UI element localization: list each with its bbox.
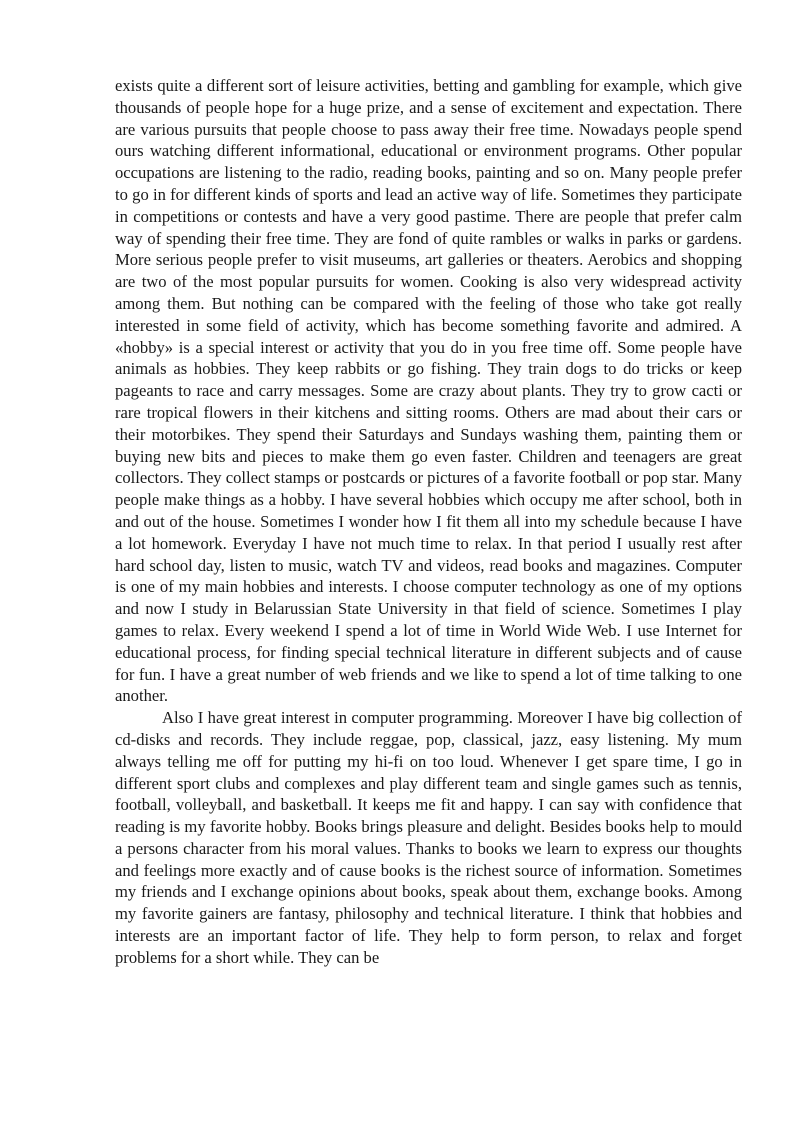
body-paragraph-2: Also I have great interest in computer programming. Moreover I have big collection of cd-disks and records. They include reggae, pop, classical, jazz, easy listening. My mum always telling me off for putting my hi-fi on too loud. Whenever I get spare time, I go in different sport clubs and complexes and play different team and single games such as tennis, football, volleyball, and basketball. It keeps me fit and happy. I can say with confidence that reading is my favorite hobby. Books brings pleasure and delight. Besides books help to mould a persons character from his moral values. Thanks to books we learn to express our thoughts and feelings more exactly and of cause books is the richest source of information. Sometimes my friends and I exchange opinions about books, speak about them, exchange books. Among my favorite gainers are fantasy, philosophy and technical literature. I think that hobbies and interests are an important factor of life. They help to form person, to relax and forget problems for a short while. They can be xyxy=(115,708,742,967)
document-page xyxy=(115,75,742,969)
body-paragraph-1: exists quite a different sort of leisure activities, betting and gambling for example, which give thousands of people hope for a huge prize, and a sense of excitement and expectation. There are various pursuits that people choose to pass away their free time. Nowadays people spend ours watching different informational, educational or environment programs. Other popular occupations are listening to the radio, reading books, painting and so on. Many people prefer to go in for different kinds of sports and lead an active way of life. Sometimes they participate in competitions or contests and have a very good pastime. There are people that prefer calm way of spending their free time. They are fond of quite rambles or walks in parks or gardens. More serious people prefer to visit museums, art galleries or theaters. Aerobics and shopping are two of the most popular pursuits for women. Cooking is also very widespread activity among them. But nothing can be compared with the feeling of those who take got really interested in some field of activity, which has become something favorite and admired. A «hobby» is a special interest or activity that you do in you free time off. Some people have animals as hobbies. They keep rabbits or go fishing. They train dogs to do tricks or keep pageants to race and carry messages. Some are crazy about plants. They try to grow cacti or rare tropical flowers in their kitchens and sitting rooms. Others are mad about their cars or their motorbikes. They spend their Saturdays and Sundays washing them, painting them or buying new bits and pieces to make them go even faster. Children and teenagers are great collectors. They collect stamps or postcards or pictures of a favorite football or pop star. Many people make things as a hobby. I have several hobbies which occupy me after school, both in and out of the house. Sometimes I wonder how I fit them all into my schedule because I have a lot homework. Everyday I have not much time to relax. In that period I usually rest after hard school day, listen to music, watch TV and videos, read books and magazines. Computer is one of my main hobbies and interests. I choose computer technology as one of my options and now I study in Belarussian State University in that field of science. Sometimes I play games to relax. Every weekend I spend a lot of time in World Wide Web. I use Internet for educational process, for finding special technical literature in different subjects and of cause for fun. I have a great number of web friends and we like to spend a lot of time talking to one another. xyxy=(115,76,742,706)
